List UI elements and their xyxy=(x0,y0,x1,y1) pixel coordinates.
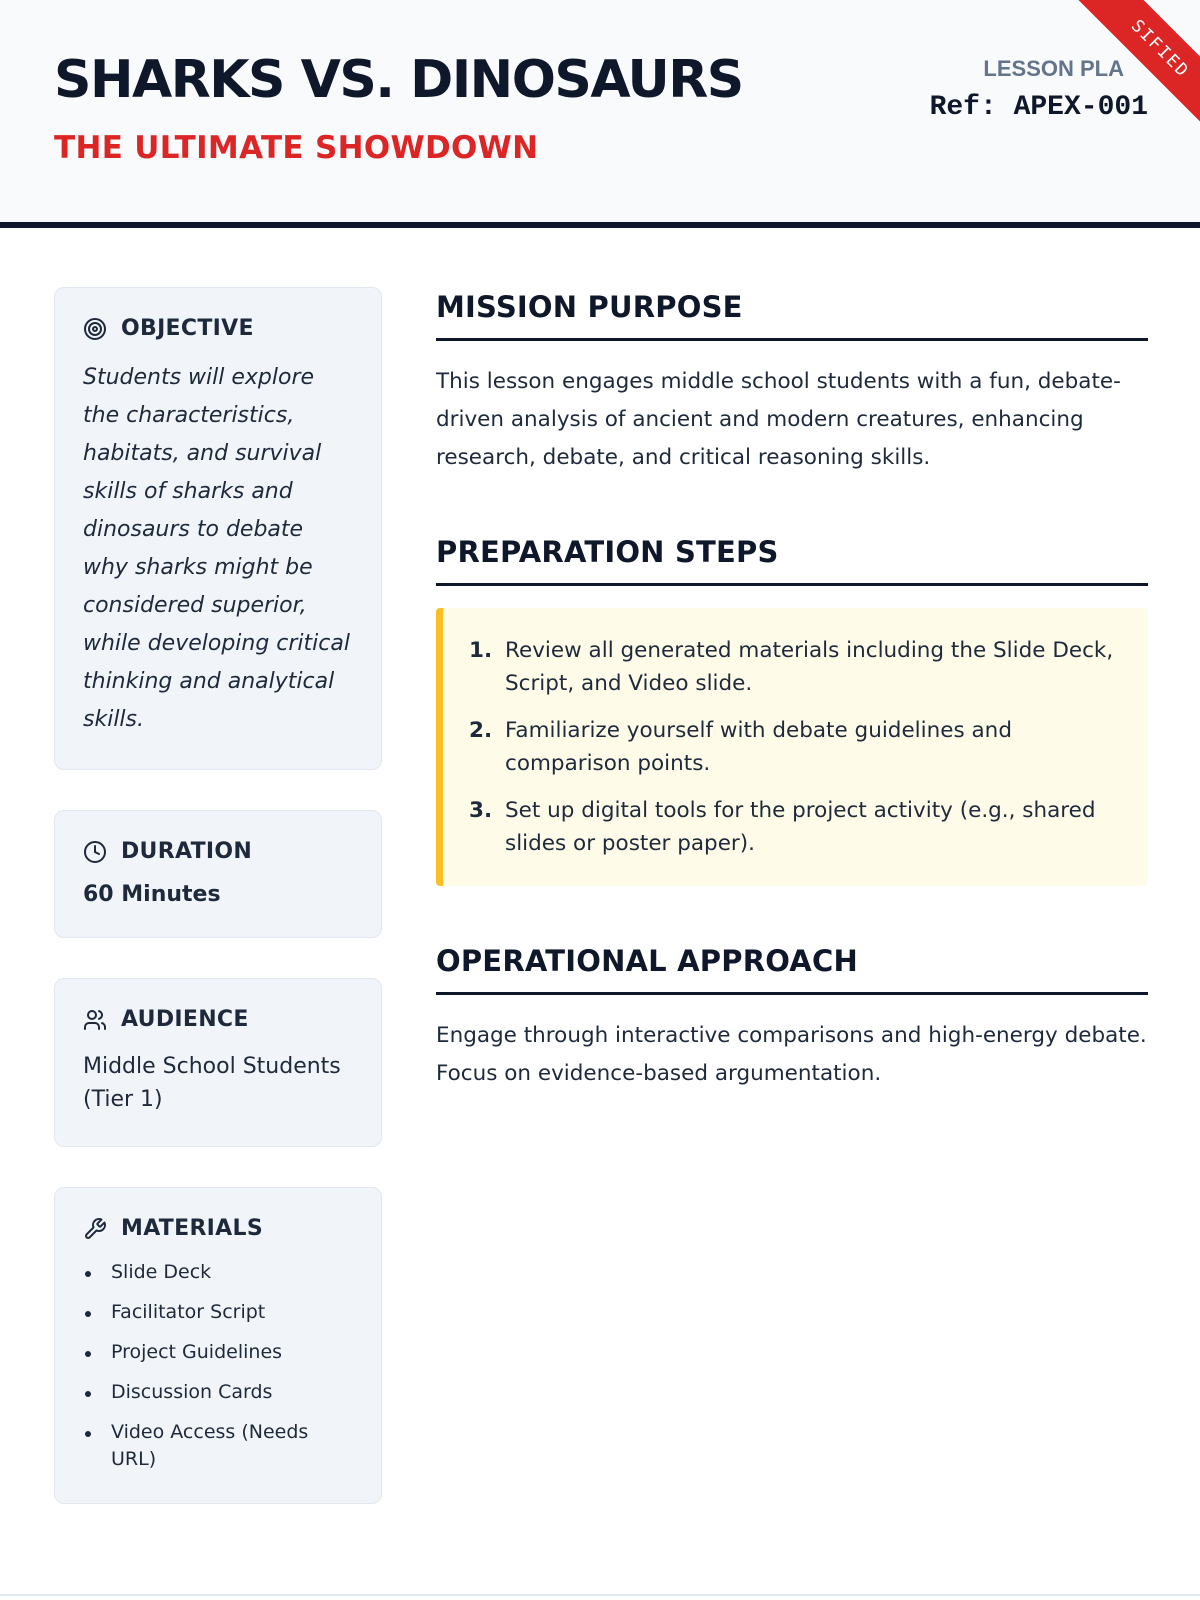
preparation-steps-box xyxy=(436,608,1148,886)
materials-card xyxy=(54,1187,382,1504)
list-item: Discussion Cards xyxy=(83,1379,353,1406)
clock-icon xyxy=(83,840,107,864)
users-icon xyxy=(83,1008,107,1032)
page-title: SHARKS VS. DINOSAURS xyxy=(54,50,743,110)
preparation-heading: PREPARATION STEPS xyxy=(436,535,1148,586)
audience-card xyxy=(54,978,382,1147)
step-item xyxy=(469,714,1122,780)
step-number: 3. xyxy=(469,798,493,823)
bottom-divider xyxy=(0,1594,1200,1596)
list-item: Video Access (Needs URL) xyxy=(83,1419,353,1473)
materials-card-header xyxy=(83,1216,353,1241)
list-item: Project Guidelines xyxy=(83,1339,353,1366)
mission-text: This lesson engages middle school students with a fun, debate-driven analysis of ancient and modern creatures, enhancing research, debate, and critical reasoning skills. xyxy=(436,369,1121,470)
audience-card-header xyxy=(83,1007,353,1032)
duration-card xyxy=(54,810,382,938)
duration-title: DURATION xyxy=(121,839,253,864)
step-text: Review all generated materials including the Slide Deck, Script, and Video slide. xyxy=(505,638,1114,696)
document-type-label: LESSON PLA xyxy=(983,56,1124,81)
duration-value: 60 Minutes xyxy=(83,882,221,907)
objective-card-header xyxy=(83,316,353,341)
step-item xyxy=(469,634,1122,700)
approach-heading: OPERATIONAL APPROACH xyxy=(436,944,1148,995)
step-number: 1. xyxy=(469,638,493,663)
wrench-icon xyxy=(83,1217,107,1241)
classified-ribbon: SIFIED xyxy=(1052,0,1200,157)
list-item: Slide Deck xyxy=(83,1259,353,1286)
materials-list xyxy=(83,1259,353,1473)
duration-card-header xyxy=(83,839,353,864)
objective-title: OBJECTIVE xyxy=(121,316,254,341)
step-item xyxy=(469,794,1122,860)
audience-title: AUDIENCE xyxy=(121,1007,249,1032)
reference-code: Ref: APEX-001 xyxy=(929,92,1148,123)
step-text: Set up digital tools for the project activity (e.g., shared slides or poster paper). xyxy=(505,798,1096,856)
approach-text: Engage through interactive comparisons and high-energy debate. Focus on evidence-based argumentation. xyxy=(436,1023,1147,1086)
objective-text: Students will explore the characteristics, habitats, and survival skills of sharks and dinosaurs to debate why sharks might be considered superior, while developing critical thinking and analytical skills. xyxy=(83,365,350,732)
main-content xyxy=(436,290,1148,1093)
target-icon xyxy=(83,317,107,341)
materials-title: MATERIALS xyxy=(121,1216,263,1241)
preparation-steps-list xyxy=(469,634,1122,860)
page-subtitle: THE ULTIMATE SHOWDOWN xyxy=(54,130,539,166)
mission-heading: MISSION PURPOSE xyxy=(436,290,1148,341)
step-number: 2. xyxy=(469,718,493,743)
step-text: Familiarize yourself with debate guidelines and comparison points. xyxy=(505,718,1012,776)
list-item: Facilitator Script xyxy=(83,1299,353,1326)
objective-card xyxy=(54,287,382,770)
sidebar xyxy=(54,287,382,1544)
page-header xyxy=(0,0,1200,228)
audience-value: Middle School Students (Tier 1) xyxy=(83,1054,341,1112)
